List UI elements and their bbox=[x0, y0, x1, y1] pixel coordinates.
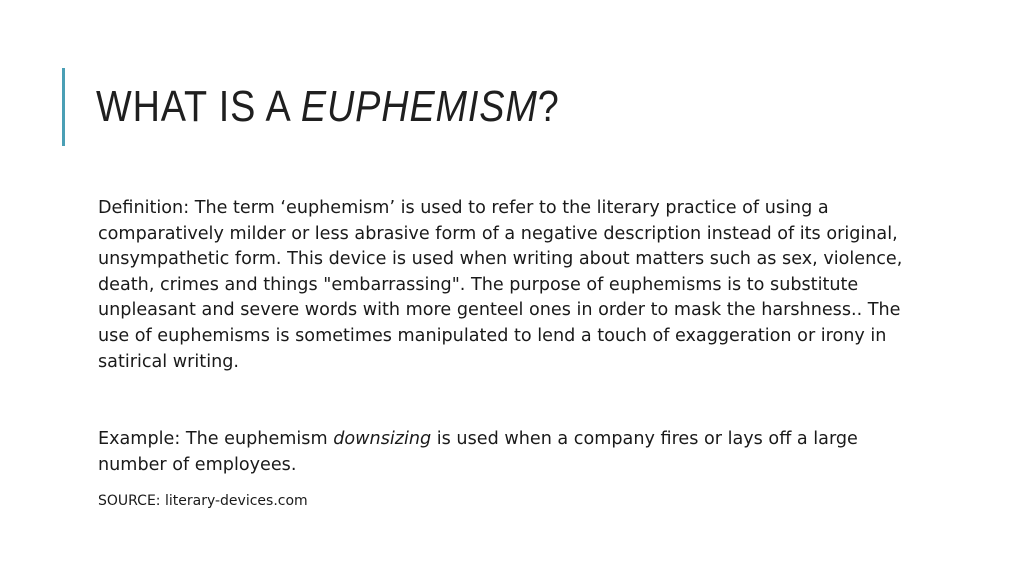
example-suffix: is used when a company fires or lays off a large number of employees. bbox=[98, 429, 858, 475]
source-citation: SOURCE: literary-devices.com bbox=[98, 493, 308, 510]
title-emphasis: EUPHEMISM bbox=[300, 82, 538, 131]
slide-title bbox=[96, 78, 560, 136]
title-accent-bar bbox=[62, 68, 65, 146]
title-suffix: ? bbox=[537, 82, 560, 131]
slide-body bbox=[98, 196, 918, 510]
title-prefix: WHAT IS A bbox=[96, 82, 301, 131]
example-term: downsizing bbox=[333, 429, 432, 450]
definition-paragraph: Definition: The term ‘euphemism’ is used to refer to the literary practice of using a comparatively milder or less abrasive form of a negative description instead of its original, unsympathetic form. This device is used when writing about matters such as sex, violence, death, crimes and things "embarrassing". The purpose of euphemisms is to substitute unpleasant and severe words with more genteel ones in order to mask the harshness.. The use of euphemisms is sometimes manipulated to lend a touch of exaggeration or irony in satirical writing. bbox=[98, 198, 903, 372]
example-prefix: Example: The euphemism bbox=[98, 429, 334, 450]
example-paragraph bbox=[98, 427, 918, 478]
